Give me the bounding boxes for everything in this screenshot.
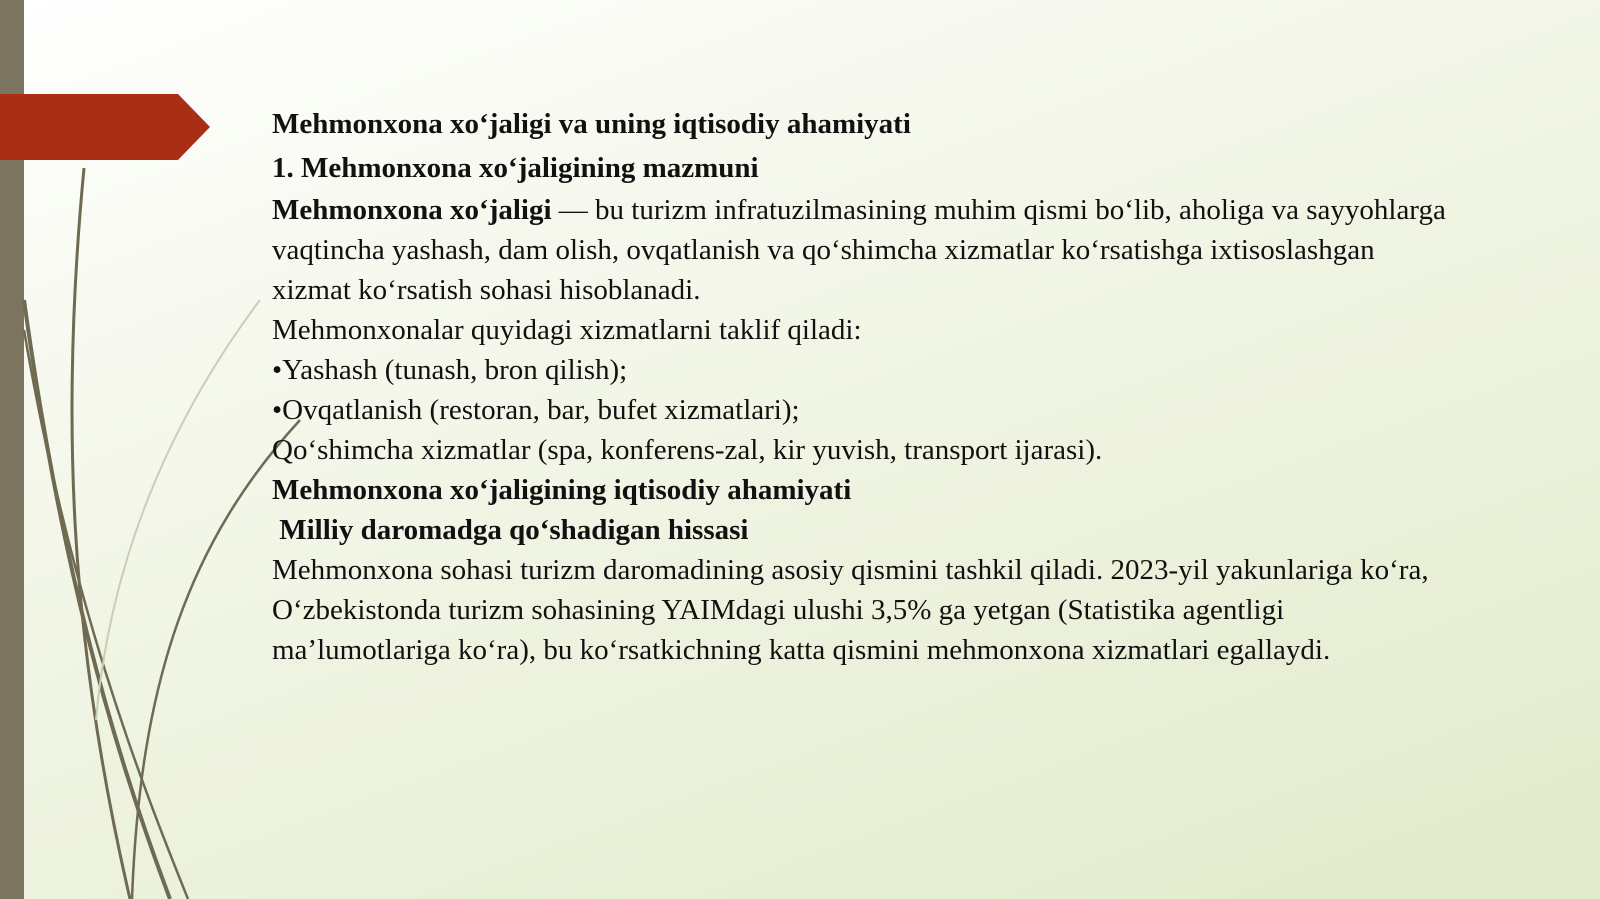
income-subheading: Milliy daromadga qo‘shadigan hissasi [272, 514, 749, 546]
slide-title: Mehmonxona xo‘jaligi va uning iqtisodiy ahamiyati [272, 108, 911, 140]
red-arrow-banner [0, 94, 210, 160]
service-item-1: •Yashash (tunash, bron qilish); [272, 354, 628, 386]
definition-paragraph [272, 190, 1452, 310]
section-heading: 1. Mehmonxona xo‘jaligining mazmuni [272, 152, 759, 184]
decor-curve-2 [24, 300, 170, 899]
economic-heading: Mehmonxona xo‘jaligining iqtisodiy ahamiyati [272, 474, 852, 506]
definition-term: Mehmonxona xo‘jaligi [272, 194, 552, 226]
decor-curve-3 [24, 330, 188, 899]
service-item-3: Qo‘shimcha xizmatlar (spa, konferens-zal, kir yuvish, transport ijarasi). [272, 434, 1103, 466]
services-intro: Mehmonxonalar quyidagi xizmatlarni taklif qiladi: [272, 314, 862, 346]
service-item-2: •Ovqatlanish (restoran, bar, bufet xizmatlari); [272, 394, 800, 426]
decor-curve-1 [72, 168, 130, 899]
income-paragraph: Mehmonxona sohasi turizm daromadining asosiy qismini tashkil qiladi. 2023-yil yakunlariga ko‘ra, O‘zbekistonda turizm sohasining YAIMdagi ulushi 3,5% ga yetgan (Statistika agentligi ma’lumotlariga ko‘ra), bu ko‘rsatkichning katta qismini mehmonxona xizmatlari egallaydi. [272, 554, 1429, 666]
slide-content [272, 102, 1452, 670]
definition-text: — bu turizm infratuzilmasining muhim qismi bo‘lib, aholiga va sayyohlarga vaqtincha yashash, dam olish, ovqatlanish va qo‘shimcha xizmatlar ko‘rsatishga ixtisoslashgan xizmat ko‘rsatish sohasi hisoblanadi. [272, 194, 1446, 306]
decor-curve-5 [96, 300, 260, 720]
